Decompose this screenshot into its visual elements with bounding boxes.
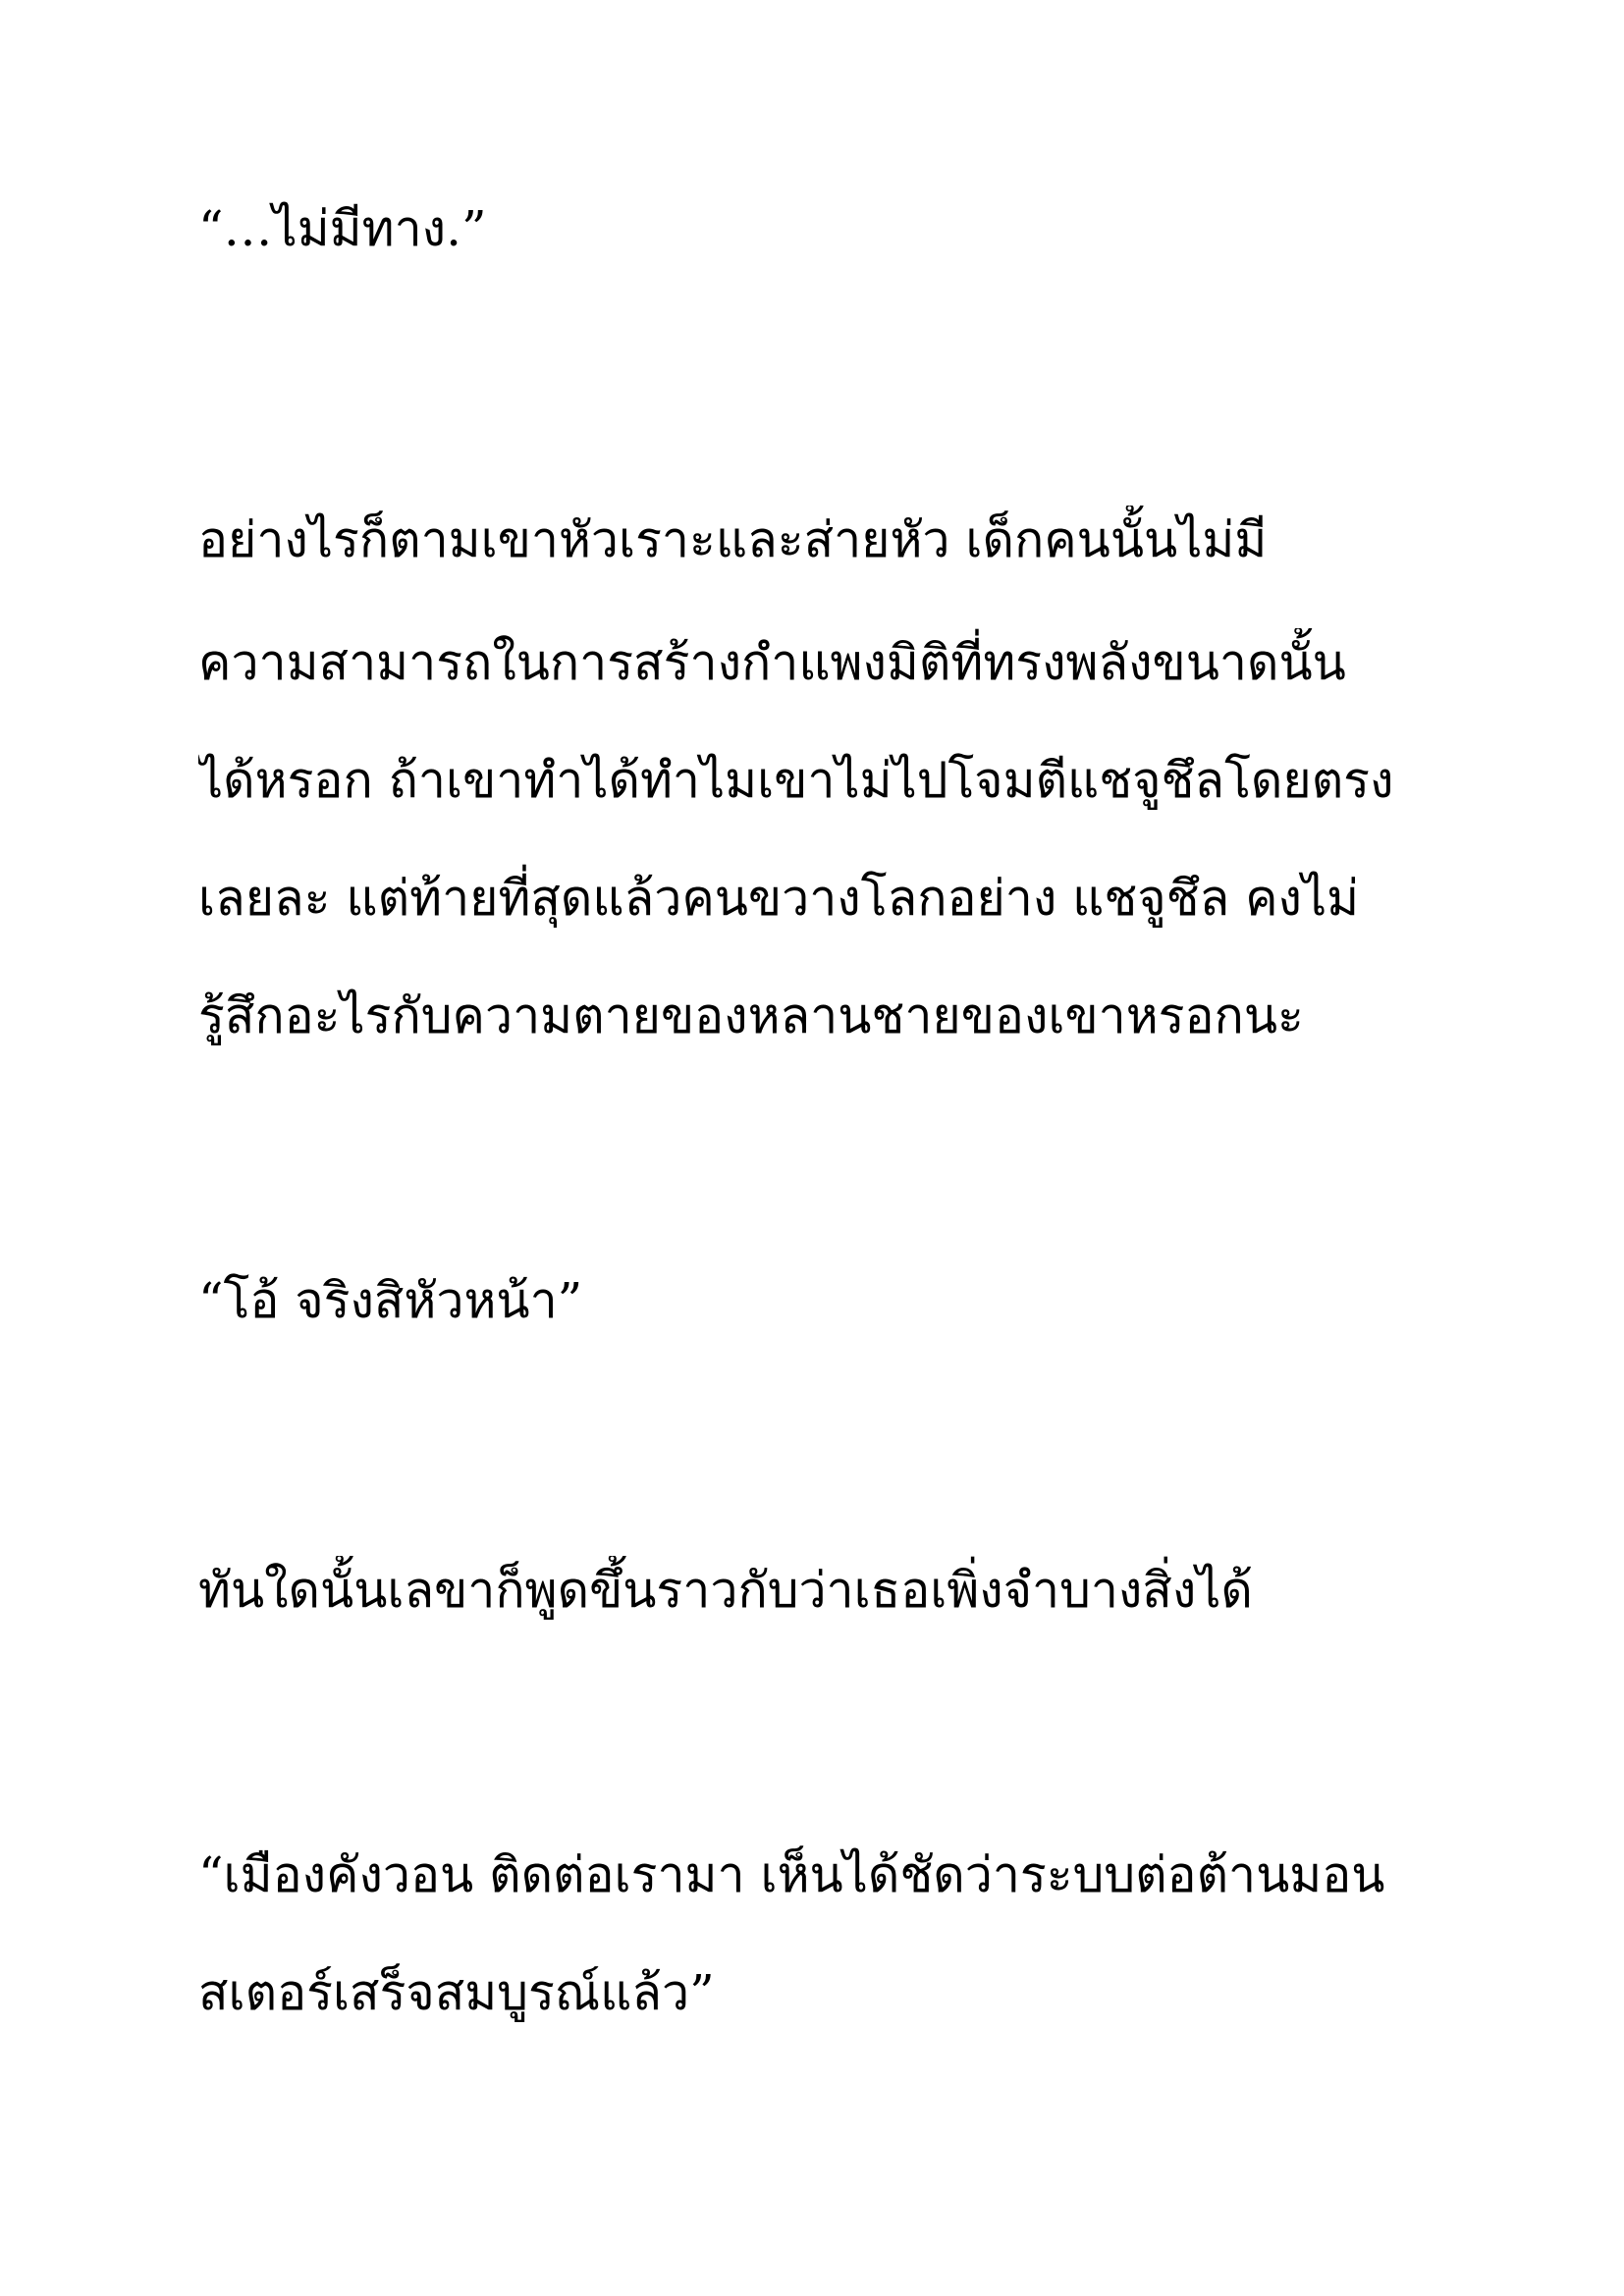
- text-line: รู้สึกอะไรกับความตายของหลานชายของเขาหรอกนะ: [198, 988, 1304, 1044]
- text-line: สเตอร์เสร็จสมบูรณ์แล้ว”: [198, 1964, 715, 2021]
- text-line: “…ไม่มีทาง.”: [198, 200, 487, 257]
- text-line: ได้หรอก ถ้าเขาทำได้ทำไมเขาไม่ไปโจมตีแชจูชึลโดยตรง: [198, 752, 1394, 809]
- text-line: เลยละ แต่ท้ายที่สุดแล้วคนขวางโลกอย่าง แชจูชึล คงไม่: [198, 870, 1360, 927]
- text-line: “เมืองคังวอน ติดต่อเรามา เห็นได้ชัดว่าระบบต่อต้านมอน: [198, 1846, 1385, 1903]
- text-line: ทันใดนั้นเลขาก็พูดขึ้นราวกับว่าเธอเพิ่งจำบางสิ่งได้: [198, 1562, 1253, 1619]
- text-line: “โอ้ จริงสิหัวหน้า”: [198, 1272, 583, 1329]
- text-line: ความสามารถในการสร้างกำแพงมิติที่ทรงพลังขนาดนั้น: [198, 634, 1346, 691]
- text-line: อย่างไรก็ตามเขาหัวเราะและส่ายหัว เด็กคนนั้นไม่มี: [198, 511, 1268, 568]
